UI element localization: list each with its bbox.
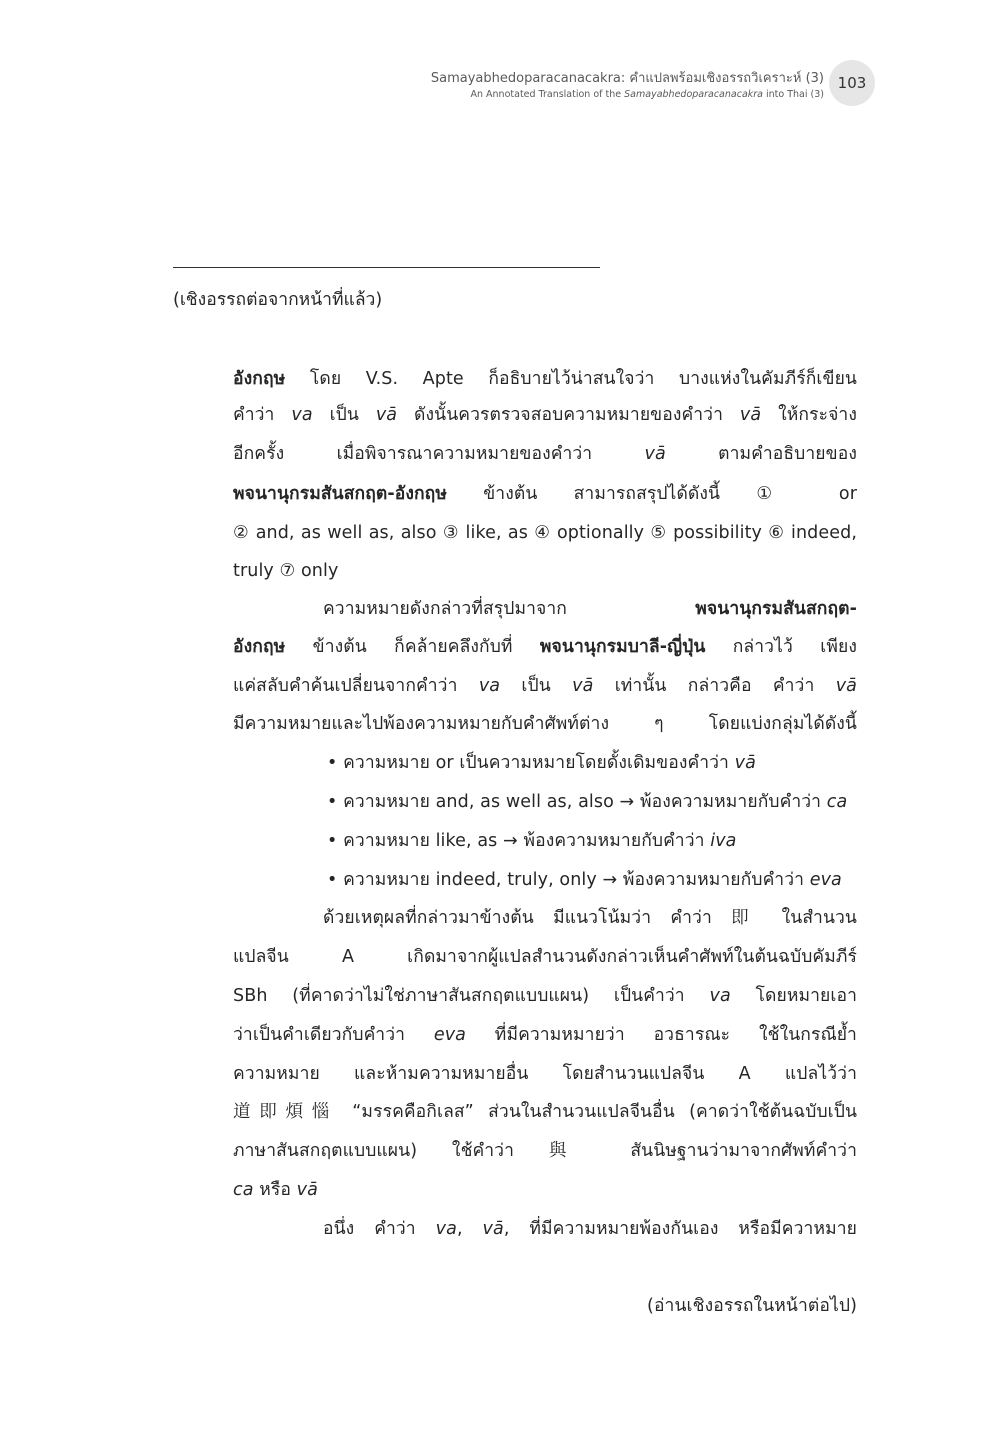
text: “มรรคคือกิเลส” ส่วนในสำนวนแปลจีนอื่น (คาดว่าใช้ต้นฉบับเป็น — [337, 1102, 858, 1122]
italic-term: vā — [296, 1180, 318, 1200]
footnote-line — [233, 1171, 318, 1210]
text: ② and, as well as, also ③ like, as ④ optionally ⑤ possibility ⑥ indeed, — [233, 523, 857, 543]
bold-term: อังกฤษ — [233, 369, 286, 389]
italic-term: vā — [375, 405, 398, 425]
italic-term: vā — [644, 444, 666, 464]
bold-term: พจนานุกรมสันสกฤต-อังกฤษ — [233, 484, 447, 504]
text: คำว่า — [233, 405, 292, 425]
footnote-line — [233, 396, 857, 435]
text: truly ⑦ only — [233, 561, 339, 581]
text: แปลจีน A เกิดมาจากผู้แปลสำนวนดังกล่าวเห็นคำศัพท์ในต้นฉบับคัมภีร์ — [233, 947, 857, 967]
bold-term: พจนานุกรมบาลี-ญี่ปุ่น — [539, 637, 706, 657]
footnote-line — [323, 590, 857, 629]
italic-term: va — [709, 986, 731, 1006]
italic-term: ca — [826, 792, 848, 812]
text: ข้างต้น ก็คล้ายคลึงกับที่ — [285, 637, 540, 657]
footnote-line — [233, 938, 857, 977]
footnote-continued-next: (อ่านเชิงอรรถในหน้าต่อไป) — [647, 1296, 857, 1316]
text: ให้กระจ่าง — [761, 405, 857, 425]
footnote-line — [233, 435, 857, 474]
bold-term: อังกฤษ — [233, 637, 286, 657]
text: ดังนั้นควรตรวจสอบความหมายของคำว่า — [397, 405, 740, 425]
text: โดยหมายเอา — [730, 986, 857, 1006]
text: ความหมายดังกล่าวที่สรุปมาจาก — [323, 599, 696, 619]
footnote-line — [233, 1132, 857, 1171]
chinese-term: 道即煩惱 — [233, 1102, 338, 1122]
italic-term: iva — [710, 831, 737, 851]
title-italic: Samayabhedoparacanacakra — [624, 89, 763, 100]
running-head — [431, 70, 824, 102]
text: อีกครั้ง เมื่อพิจารณาความหมายของคำว่า — [233, 444, 645, 464]
text: ที่มีความหมายว่า อวธารณะ ใช้ในกรณีย้ำ — [466, 1025, 857, 1045]
text: , — [456, 1219, 483, 1239]
footnote-line — [233, 705, 857, 744]
running-head-thai-title: Samayabhedoparacanacakra: คำแปลพร้อมเชิงอรรถวิเคราะห์ (3) — [430, 71, 824, 86]
text: โดย V.S. Apte ก็อธิบายไว้น่าสนใจว่า บางแห่งในคัมภีร์ก็เขียน — [285, 369, 857, 389]
italic-term: vā — [482, 1219, 504, 1239]
italic-term: va — [291, 405, 313, 425]
bullet-item — [327, 861, 842, 900]
running-head-english-title — [431, 88, 824, 102]
bullet-item — [327, 822, 737, 861]
footnote-line — [233, 977, 857, 1016]
bullet-item — [327, 744, 756, 783]
text: ตามคำอธิบายของ — [665, 444, 857, 464]
italic-term: ca — [233, 1180, 254, 1200]
text: กล่าวไว้ เพียง — [705, 637, 857, 657]
bold-term: พจนานุกรมสันสกฤต- — [695, 599, 857, 619]
footnote-line — [323, 1210, 857, 1249]
italic-term: eva — [433, 1025, 467, 1045]
text: มีความหมายและไปพ้องความหมายกับคำศัพท์ต่าง ๆ โดยแบ่งกลุ่มได้ดังนี้ — [233, 714, 857, 734]
italic-term: vā — [739, 405, 762, 425]
text: ว่าเป็นคำเดียวกับคำว่า — [233, 1025, 434, 1045]
page-number: 103 — [829, 60, 875, 106]
text: ความหมาย และห้ามความหมายอื่น โดยสำนวนแปลจีน A แปลไว้ว่า — [233, 1064, 857, 1084]
footnote-line — [233, 1093, 857, 1132]
text: • ความหมาย indeed, truly, only → พ้องความหมายกับคำว่า — [327, 870, 810, 890]
text: , ที่มีความหมายพ้องกันเอง หรือมีควาหมาย — [503, 1219, 858, 1239]
title-prefix: An Annotated Translation of the — [470, 89, 625, 100]
text: แค่สลับคำค้นเปลี่ยนจากคำว่า — [233, 676, 479, 696]
italic-term: vā — [572, 676, 594, 696]
text: อนึ่ง คำว่า — [323, 1219, 436, 1239]
footnote-line — [233, 1016, 857, 1055]
footnote-continued-from: (เชิงอรรถต่อจากหน้าที่แล้ว) — [173, 290, 383, 310]
text: หรือ — [253, 1180, 297, 1200]
bullet-item — [327, 783, 847, 822]
text: • ความหมาย like, as → พ้องความหมายกับคำว่า — [327, 831, 711, 851]
footnote-line — [233, 1055, 857, 1094]
text: เป็น — [312, 405, 376, 425]
text: ข้างต้น สามารถสรุปได้ดังนี้ ① or — [447, 484, 857, 504]
italic-term: va — [478, 676, 501, 696]
text: เป็น — [500, 676, 573, 696]
footnote-line — [323, 899, 857, 938]
footnote-separator — [173, 267, 600, 268]
title-suffix: into Thai (3) — [763, 89, 824, 100]
text: ภาษาสันสกฤตแบบแผน) ใช้คำว่า 與 สันนิษฐานว่ามาจากศัพท์คำว่า — [233, 1141, 857, 1161]
text: เท่านั้น กล่าวคือ คำว่า — [593, 676, 836, 696]
footnote-line — [233, 360, 857, 399]
text: SBh (ที่คาดว่าไม่ใช่ภาษาสันสกฤตแบบแผน) เป็นคำว่า — [233, 986, 710, 1006]
footnote-line — [233, 552, 338, 591]
text: • ความหมาย or เป็นความหมายโดยดั้งเดิมของคำว่า — [327, 753, 735, 773]
footnote-line — [233, 628, 857, 667]
italic-term: eva — [809, 870, 842, 890]
text: ด้วยเหตุผลที่กล่าวมาข้างต้น มีแนวโน้มว่า คำว่า 即 ในสำนวน — [323, 908, 857, 928]
italic-term: va — [435, 1219, 457, 1239]
italic-term: vā — [835, 676, 857, 696]
footnote-line — [233, 514, 857, 553]
italic-term: vā — [734, 753, 756, 773]
footnote-line — [233, 475, 857, 514]
footnote-line — [233, 667, 857, 706]
text: • ความหมาย and, as well as, also → พ้องความหมายกับคำว่า — [327, 792, 827, 812]
